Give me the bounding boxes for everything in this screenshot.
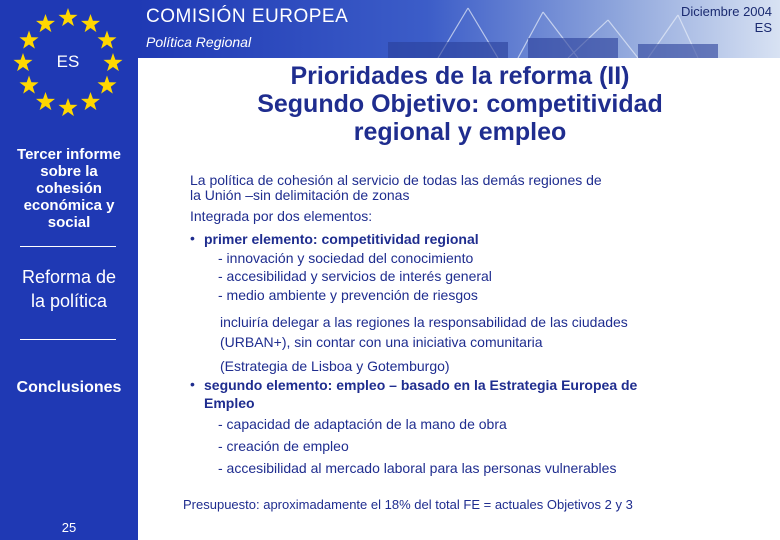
intro-line: La política de cohesión al servicio de todas las demás regiones de	[190, 172, 602, 188]
star-icon	[36, 92, 55, 110]
star-icon	[59, 8, 78, 26]
sidebar	[0, 0, 138, 540]
star-icon	[14, 53, 33, 71]
slide-title: Prioridades de la reforma (II) Segundo Objetivo: competitividad regional y empleo	[257, 62, 663, 146]
sidebar-divider	[20, 246, 116, 247]
date-stamp: Diciembre 2004 ES	[680, 4, 772, 35]
sub-item: - innovación y sociedad del conocimiento	[218, 250, 474, 266]
sidebar-section-informe[interactable]: Tercer informe sobre la cohesión económica y social	[17, 146, 121, 231]
sub-item: - accesibilidad y servicios de interés general	[218, 268, 492, 284]
note-line: incluiría delegar a las regiones la responsabilidad de las ciudades	[220, 314, 628, 330]
star-icon	[104, 53, 123, 71]
star-icon	[81, 92, 100, 110]
page-number: 25	[61, 520, 77, 535]
department-name: Política Regional	[146, 34, 252, 50]
sub-item: - capacidad de adaptación de la mano de obra	[218, 416, 507, 432]
sidebar-section-reforma[interactable]: Reforma de la política	[21, 267, 117, 311]
star-icon	[59, 98, 78, 116]
sidebar-divider	[20, 339, 116, 340]
note-line: (Estrategia de Lisboa y Gotemburgo)	[220, 358, 450, 374]
note-line: (URBAN+), sin contar con una iniciativa comunitaria	[220, 334, 543, 350]
sidebar-section-conclusiones[interactable]: Conclusiones	[16, 379, 122, 396]
header-banner	[138, 0, 780, 58]
language-label: ES	[56, 52, 80, 71]
sub-item: - medio ambiente y prevención de riesgos	[218, 287, 478, 303]
bullet-icon: •	[190, 376, 195, 392]
sub-item: - accesibilidad al mercado laboral para las personas vulnerables	[218, 460, 617, 476]
organization-name: COMISIÓN EUROPEA	[146, 6, 349, 27]
star-icon	[98, 76, 117, 94]
star-icon	[36, 14, 55, 32]
bullet-segundo-elemento: segundo elemento: empleo – basado en la Estrategia Europea de	[204, 377, 638, 393]
star-icon	[81, 14, 100, 32]
budget-footer: Presupuesto: aproximadamente el 18% del total FE = actuales Objetivos 2 y 3	[183, 497, 633, 512]
star-icon	[20, 76, 39, 94]
intro-line: la Unión –sin delimitación de zonas	[190, 187, 410, 203]
star-icon	[20, 31, 39, 49]
star-icon	[98, 31, 117, 49]
integrada-line: Integrada por dos elementos:	[190, 208, 373, 224]
bullet-primer-elemento: primer elemento: competitividad regional	[204, 231, 479, 247]
sub-item: - creación de empleo	[218, 438, 349, 454]
bullet-segundo-elemento-cont: Empleo	[204, 395, 255, 411]
bullet-icon: •	[190, 230, 195, 246]
